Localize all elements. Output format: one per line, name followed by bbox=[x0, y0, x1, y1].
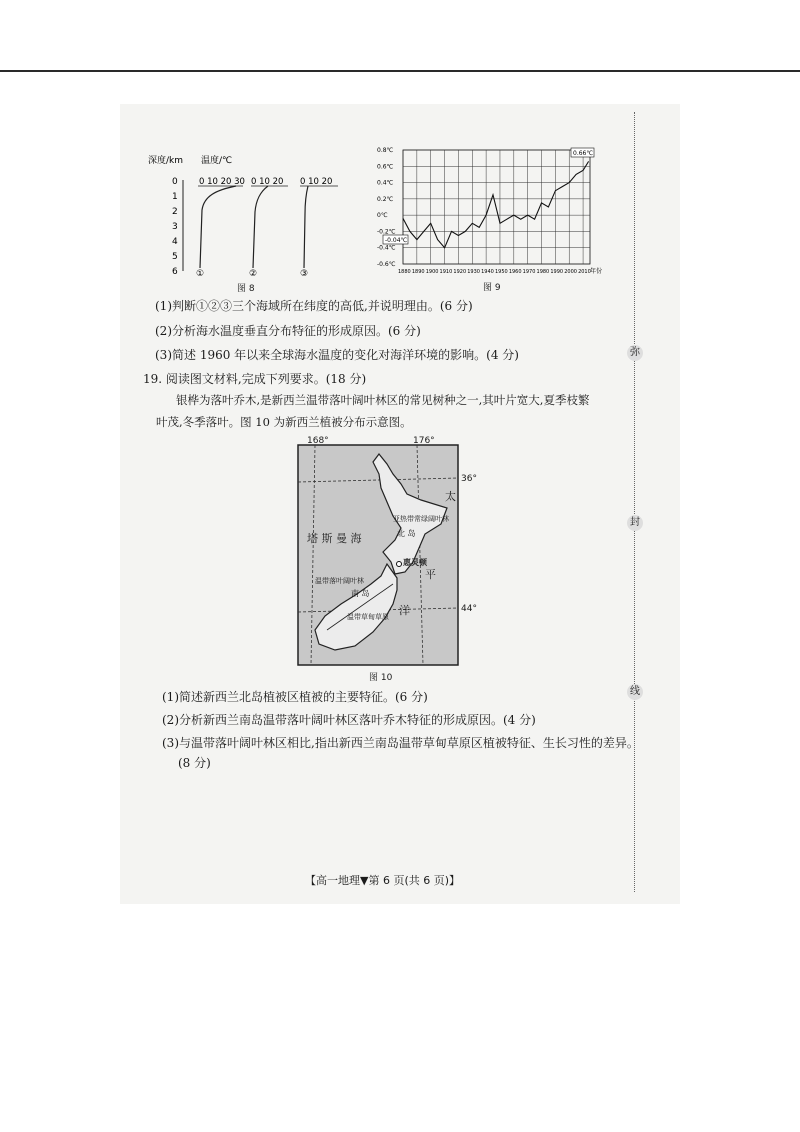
y-tick-label: 0.2℃ bbox=[377, 195, 394, 203]
y-tick-label: 0.4℃ bbox=[377, 179, 394, 187]
label-pacific-3: 洋 bbox=[399, 604, 410, 617]
curve-label-3: ③ bbox=[300, 269, 309, 279]
x-tick-label: 1990 bbox=[550, 269, 564, 275]
label-subtropical-forest: 亚热带常绿阔叶林 bbox=[393, 515, 449, 523]
label-lat-36: 36° bbox=[461, 474, 477, 484]
wellington-marker bbox=[397, 562, 402, 567]
min-label: -0.04℃ bbox=[385, 237, 408, 244]
q19-heading: 19. 阅读图文材料,完成下列要求。(18 分) bbox=[143, 372, 367, 386]
y-tick-labels bbox=[377, 147, 396, 268]
y-tick-label: 0.8℃ bbox=[377, 147, 394, 154]
temp-ticks-2: 0 10 20 bbox=[251, 177, 284, 187]
q18-part-2: (2)分析海水温度垂直分布特征的形成原因。(6 分) bbox=[155, 324, 421, 338]
depth-tick-4: 4 bbox=[172, 237, 178, 247]
x-tick-label: 1970 bbox=[522, 269, 536, 275]
q19-part-3: (3)与温带落叶阔叶林区相比,指出新西兰南岛温带草甸草原区植被特征、生长习性的差异。 bbox=[162, 736, 639, 750]
figure-8-caption: 图 8 bbox=[237, 284, 255, 294]
y-tick-label: -0.2℃ bbox=[377, 228, 396, 236]
curve-label-2: ② bbox=[249, 269, 258, 279]
figure-8 bbox=[148, 150, 358, 295]
page-footer: 【高一地理▼第 6 页(共 6 页)】 bbox=[305, 874, 461, 887]
figure-10-map bbox=[297, 436, 477, 666]
label-grassland: 温带草甸草原 bbox=[347, 613, 389, 621]
x-tick-label: 1950 bbox=[494, 269, 508, 275]
figure-10-caption: 图 10 bbox=[369, 673, 393, 683]
binding-mark-3: 线 bbox=[627, 684, 643, 700]
depth-tick-5: 5 bbox=[172, 252, 178, 262]
x-tick-label: 1940 bbox=[481, 269, 494, 275]
binding-line bbox=[634, 112, 635, 892]
figure-9-caption: 图 9 bbox=[483, 283, 501, 293]
depth-tick-6: 6 bbox=[172, 267, 178, 277]
label-south-island: 南 岛 bbox=[351, 589, 370, 598]
header-rule bbox=[0, 70, 800, 72]
temp-curve-1 bbox=[200, 186, 236, 268]
temp-axis-label: 温度/℃ bbox=[201, 156, 233, 166]
q19-paragraph-line-1: 银桦为落叶乔木,是新西兰温带落叶阔叶林区的常见树种之一,其叶片宽大,夏季枝繁 bbox=[176, 393, 590, 407]
label-pacific-2: 平 bbox=[425, 568, 436, 581]
depth-tick-1: 1 bbox=[172, 192, 178, 202]
label-lon-168: 168° bbox=[307, 436, 329, 446]
depth-tick-3: 3 bbox=[172, 222, 178, 232]
label-temperate-forest: 温带落叶阔叶林 bbox=[315, 577, 364, 585]
label-lon-176: 176° bbox=[413, 436, 435, 446]
depth-axis-label: 深度/km bbox=[148, 156, 184, 166]
q19-paragraph-line-2: 叶茂,冬季落叶。图 10 为新西兰植被分布示意图。 bbox=[156, 415, 412, 429]
y-tick-label: -0.6℃ bbox=[377, 261, 396, 268]
x-tick-label: 1920 bbox=[453, 269, 467, 275]
binding-mark-2: 封 bbox=[627, 515, 643, 531]
label-tasman-sea: 塔 斯 曼 海 bbox=[307, 532, 362, 545]
y-tick-label: 0℃ bbox=[377, 212, 388, 220]
q18-part-1: (1)判断①②③三个海域所在纬度的高低,并说明理由。(6 分) bbox=[155, 299, 473, 313]
x-tick-label: 1980 bbox=[536, 269, 550, 275]
label-pacific-1: 太 bbox=[445, 490, 456, 503]
x-tick-label: 1880 bbox=[398, 269, 411, 275]
q19-part-2: (2)分析新西兰南岛温带落叶阔叶林区落叶乔木特征的形成原因。(4 分) bbox=[162, 713, 536, 727]
new-zealand-map bbox=[297, 444, 459, 666]
x-tick-label: 1930 bbox=[467, 269, 480, 275]
label-lat-44: 44° bbox=[461, 604, 477, 614]
y-tick-label: 0.6℃ bbox=[377, 163, 394, 171]
temp-ticks-3: 0 10 20 bbox=[300, 177, 333, 187]
depth-tick-2: 2 bbox=[172, 207, 178, 217]
max-label: 0.66℃ bbox=[573, 150, 594, 157]
q19-part-1: (1)简述新西兰北岛植被区植被的主要特征。(6 分) bbox=[162, 690, 428, 704]
label-north-island: 北 岛 bbox=[397, 529, 416, 538]
x-tick-label: 1910 bbox=[439, 269, 453, 275]
x-unit-label: 年份 bbox=[590, 268, 603, 275]
depth-tick-0: 0 bbox=[172, 177, 178, 187]
x-tick-label: 2010 bbox=[578, 269, 591, 275]
x-tick-labels bbox=[398, 269, 591, 275]
figure-9-chart bbox=[375, 142, 610, 294]
y-tick-label: -0.4℃ bbox=[377, 244, 396, 252]
q19-part-3-score: (8 分) bbox=[178, 756, 211, 770]
figure-8-plot bbox=[148, 150, 358, 295]
curve-label-1: ① bbox=[196, 269, 205, 279]
label-wellington: 惠灵顿 bbox=[403, 558, 427, 567]
figure-9 bbox=[375, 142, 610, 294]
binding-mark-1: 弥 bbox=[627, 345, 643, 361]
x-tick-label: 1960 bbox=[508, 269, 522, 275]
temp-ticks-1: 0 10 20 30 bbox=[199, 177, 245, 187]
q18-part-3: (3)简述 1960 年以来全球海水温度的变化对海洋环境的影响。(4 分) bbox=[155, 348, 519, 362]
x-tick-label: 1900 bbox=[425, 269, 439, 275]
x-tick-label: 2000 bbox=[564, 269, 577, 275]
x-tick-label: 1890 bbox=[411, 269, 425, 275]
depth-ticks bbox=[172, 177, 178, 277]
temp-curve-2 bbox=[253, 186, 268, 268]
temp-curve-3 bbox=[304, 186, 308, 268]
